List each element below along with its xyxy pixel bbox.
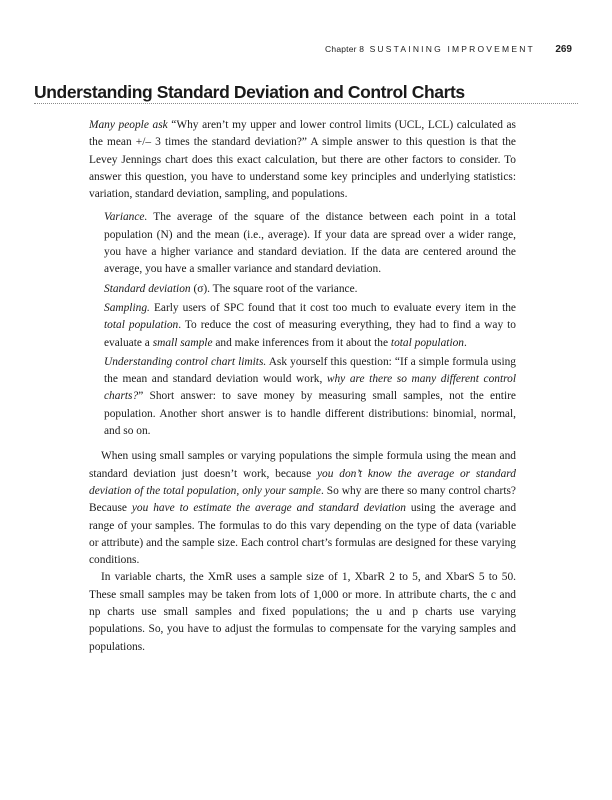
definition-limits-text: ” Short answer: to save money by measuring small samples, not the entire population. Another short answer is to handle different distributions: binomial, normal, and so on. xyxy=(104,390,516,438)
emphasis-estimate: you have to estimate the average and standard deviation xyxy=(131,502,406,515)
page-number: 269 xyxy=(555,44,572,55)
definition-sampling-text: and make inferences from it about the xyxy=(212,336,391,349)
body-text xyxy=(89,117,516,656)
title-divider xyxy=(34,103,578,104)
emphasis-question: why are there so many different control charts? xyxy=(104,373,516,403)
paragraph-text: using the average and range of your samples. The formulas to do this vary depending on the type of data (variable or attribute) and the sample size. Each control chart’s formulas are designed for these varying conditions. xyxy=(89,502,517,567)
chapter-label: Chapter 8 xyxy=(325,44,365,54)
definition-limits-text: Ask yourself this question: “If a simple formula using the mean and standard deviation would work, xyxy=(104,355,517,386)
emphasis-total-population: total population xyxy=(390,336,464,349)
definition-standard-deviation xyxy=(104,281,516,298)
emphasis-total-population: total population xyxy=(104,319,179,332)
term-sampling: Sampling. xyxy=(104,301,150,314)
intro-lead: Many people ask xyxy=(89,119,168,131)
definition-variance-text: The average of the square of the distance between each point in a total population (N) and the mean (i.e., average). If your data are spread over a wider range, you have a higher variance and standard deviation. If the data are centered around the average, you have a smaller variance and standard deviation. xyxy=(104,211,516,276)
running-head xyxy=(325,44,572,55)
definitions-list xyxy=(104,209,516,440)
intro-text: “Why aren’t my upper and lower control limits (UCL, LCL) calculated as the mean +/– 3 times the standard deviation?” A simple answer to this question is that the Levey Jennings chart does this exact calculation, but there are other factors to consider. To answer this question, you have to understand some key principles and underlying statistics: variation, standard deviation, sampling, and populations. xyxy=(89,119,516,201)
term-control-chart-limits: Understanding control chart limits. xyxy=(104,355,267,368)
definition-sampling-text: Early users of SPC found that it cost too much to evaluate every item in the xyxy=(149,301,516,314)
definition-control-chart-limits xyxy=(104,354,516,440)
intro-paragraph xyxy=(89,117,516,203)
term-variance: Variance. xyxy=(104,211,148,224)
emphasis-small-sample: small sample xyxy=(152,336,213,349)
paragraph-variable-charts: In variable charts, the XmR uses a sample size of 1, XbarR 2 to 5, and XbarS 5 to 50. These small samples may be taken from lots of 1,000 or more. In attribute charts, the c and np charts use small samples and fixed populations; the u and p charts use varying populations. So, you have to adjust the formulas to compensate for the varying samples and populations. xyxy=(89,571,516,653)
section-title: Understanding Standard Deviation and Control Charts xyxy=(34,82,465,102)
paragraph-small-samples xyxy=(89,448,516,569)
emphasis-sample: you don’t know the average or standard deviation of the total population, only your sample xyxy=(89,467,516,497)
definition-sampling-text: . To reduce the cost of measuring everything, they had to find a way to evaluate a xyxy=(104,319,516,349)
paragraph-text: When using small samples or varying populations the simple formula using the mean and standard deviation just doesn’t work, because xyxy=(89,450,516,480)
paragraph-text: . So why are there so many control charts? Because xyxy=(89,484,516,515)
definition-standard-deviation-text: (σ). The square root of the variance. xyxy=(190,282,358,295)
definition-sampling-text: . xyxy=(464,336,467,349)
term-standard-deviation: Standard deviation xyxy=(104,282,191,295)
definition-variance xyxy=(104,209,516,278)
definition-sampling xyxy=(104,300,516,352)
section-label: SUSTAINING IMPROVEMENT xyxy=(369,44,535,54)
